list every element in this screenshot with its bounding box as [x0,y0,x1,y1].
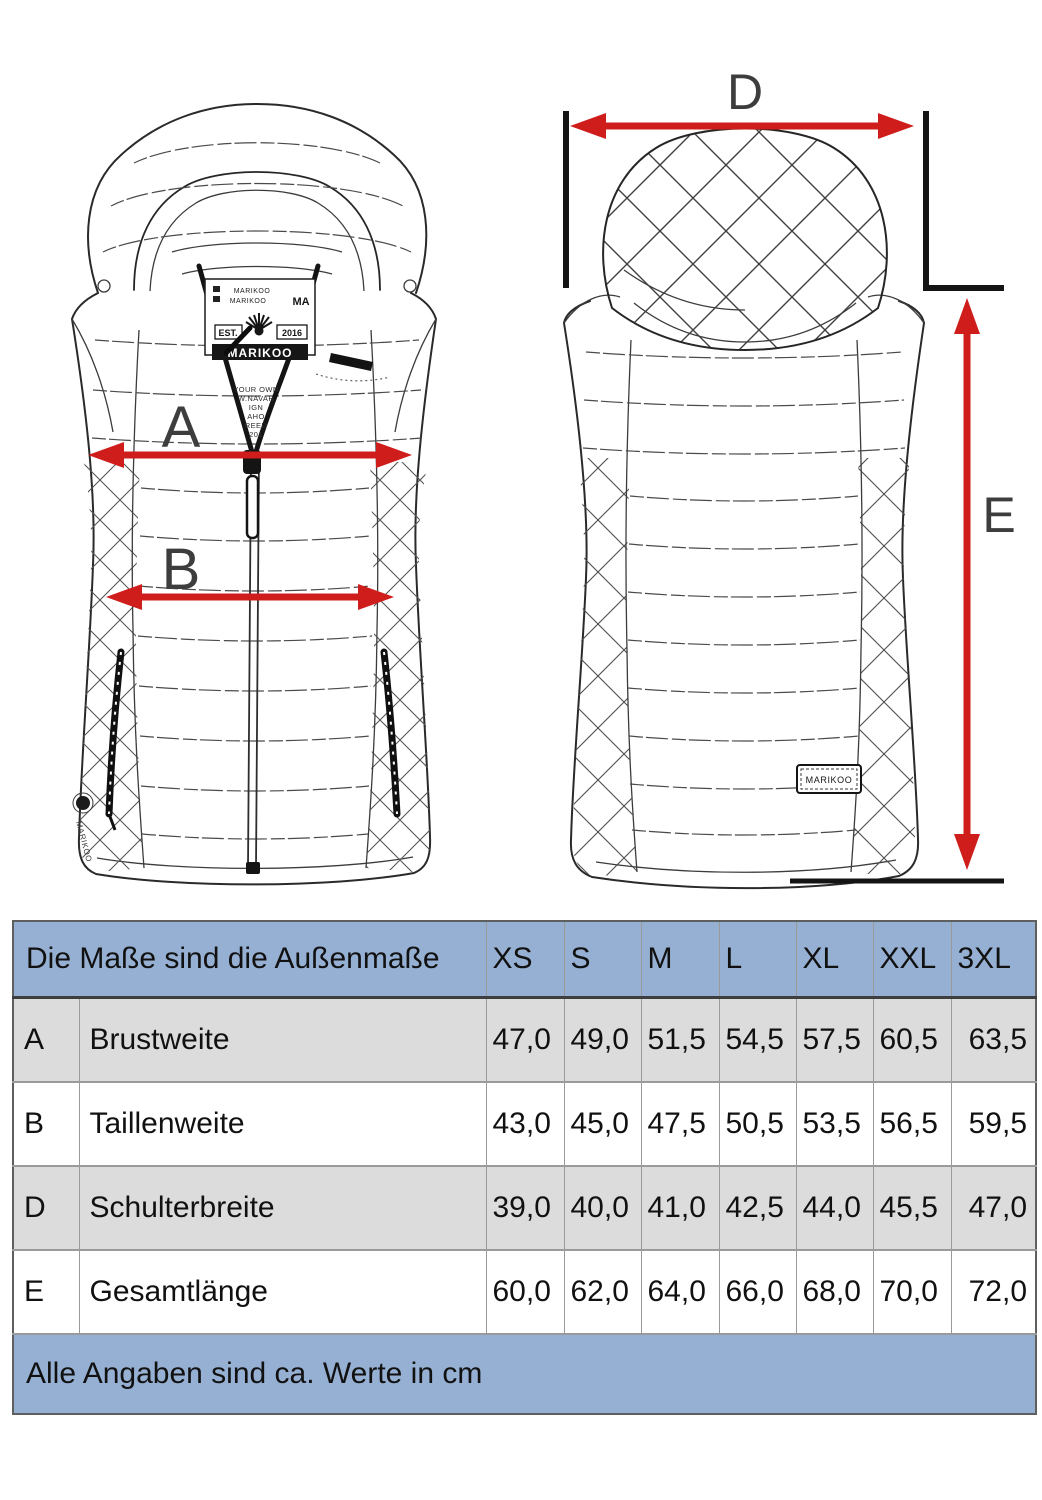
measure-value: 43,0 [486,1082,564,1166]
measure-value: 41,0 [641,1166,719,1250]
measure-value: 68,0 [796,1250,873,1334]
measure-value: 47,0 [951,1166,1036,1250]
size-column-header: XS [486,921,564,998]
brand-label-card [205,279,315,360]
svg-text:IGN: IGN [248,403,264,412]
measure-letter: B [13,1082,79,1166]
measure-value: 44,0 [796,1166,873,1250]
measure-letter: D [13,1166,79,1250]
measure-value: 50,5 [719,1082,796,1166]
measure-value: 72,0 [951,1250,1036,1334]
measure-value: 64,0 [641,1250,719,1334]
measure-value: 63,5 [951,998,1036,1083]
size-column-header: L [719,921,796,998]
size-column-header: 3XL [951,921,1036,998]
measure-value: 54,5 [719,998,796,1083]
size-table-header-row [13,921,1036,998]
measure-value: 51,5 [641,998,719,1083]
measure-letter: E [13,1250,79,1334]
measure-value: 66,0 [719,1250,796,1334]
size-table-footer-row [13,1334,1036,1414]
back-patch-text: MARIKOO [805,775,853,785]
size-table [12,920,1037,1415]
front-hood-outline [88,104,426,293]
measure-letter: A [13,998,79,1083]
measure-value: 45,0 [564,1082,641,1166]
measure-value: 45,5 [873,1166,951,1250]
measure-value: 59,5 [951,1082,1036,1166]
dimension-b-label: B [161,537,201,602]
back-brand-patch [797,765,861,793]
measure-value: 40,0 [564,1166,641,1250]
svg-text:YOUR OWN: YOUR OWN [233,385,279,394]
measure-value: 62,0 [564,1250,641,1334]
size-column-header: XXL [873,921,951,998]
size-column-header: XL [796,921,873,998]
front-vest-drawing [72,104,436,884]
size-column-header: M [641,921,719,998]
measure-value: 47,0 [486,998,564,1083]
brand-label-row: MARIKOO [233,288,271,295]
row-schulterbreite [13,1166,1036,1250]
brand-label-year: 2016 [281,328,303,338]
cuff-logo-icon [73,793,93,813]
dimension-e-label: E [982,487,1016,543]
measure-name: Taillenweite [79,1082,486,1166]
measure-value: 57,5 [796,998,873,1083]
brand-label-name: MARIKOO [227,346,293,360]
measure-name: Brustweite [79,998,486,1083]
right-extension-line [926,111,1004,288]
back-vest-drawing [564,129,924,889]
measure-value: 49,0 [564,998,641,1083]
row-brustweite [13,998,1036,1083]
measure-name: Gesamtlänge [79,1250,486,1334]
zipper-pull [247,476,258,538]
chest-zip-detail [329,353,373,371]
dimension-a-label: A [161,395,201,460]
measure-value: 42,5 [719,1166,796,1250]
svg-text:W.NAVAH: W.NAVAH [237,394,275,403]
brand-label-row: MARIKOO [229,298,267,305]
dimension-d-label: D [726,64,764,120]
measure-value: 39,0 [486,1166,564,1250]
measure-value: 60,5 [873,998,951,1083]
size-column-header: S [564,921,641,998]
row-taillenweite [13,1082,1036,1166]
svg-text:AHO: AHO [247,412,265,421]
measure-value: 47,5 [641,1082,719,1166]
brand-label-ma: MA [292,296,310,308]
cuff-brand-text: MARIKOO [74,820,94,864]
brand-label-est: EST. [218,328,238,338]
back-hood-outline [603,129,887,351]
measure-value: 56,5 [873,1082,951,1166]
row-gesamtlaenge [13,1250,1036,1334]
table-footnote: Alle Angaben sind ca. Werte in cm [13,1334,1036,1414]
svg-text:REED: REED [244,421,268,430]
measure-value: 53,5 [796,1082,873,1166]
measure-value: 70,0 [873,1250,951,1334]
measure-value: 60,0 [486,1250,564,1334]
svg-text:201: 201 [249,430,263,439]
table-title: Die Maße sind die Außenmaße [13,921,486,998]
measure-name: Schulterbreite [79,1166,486,1250]
